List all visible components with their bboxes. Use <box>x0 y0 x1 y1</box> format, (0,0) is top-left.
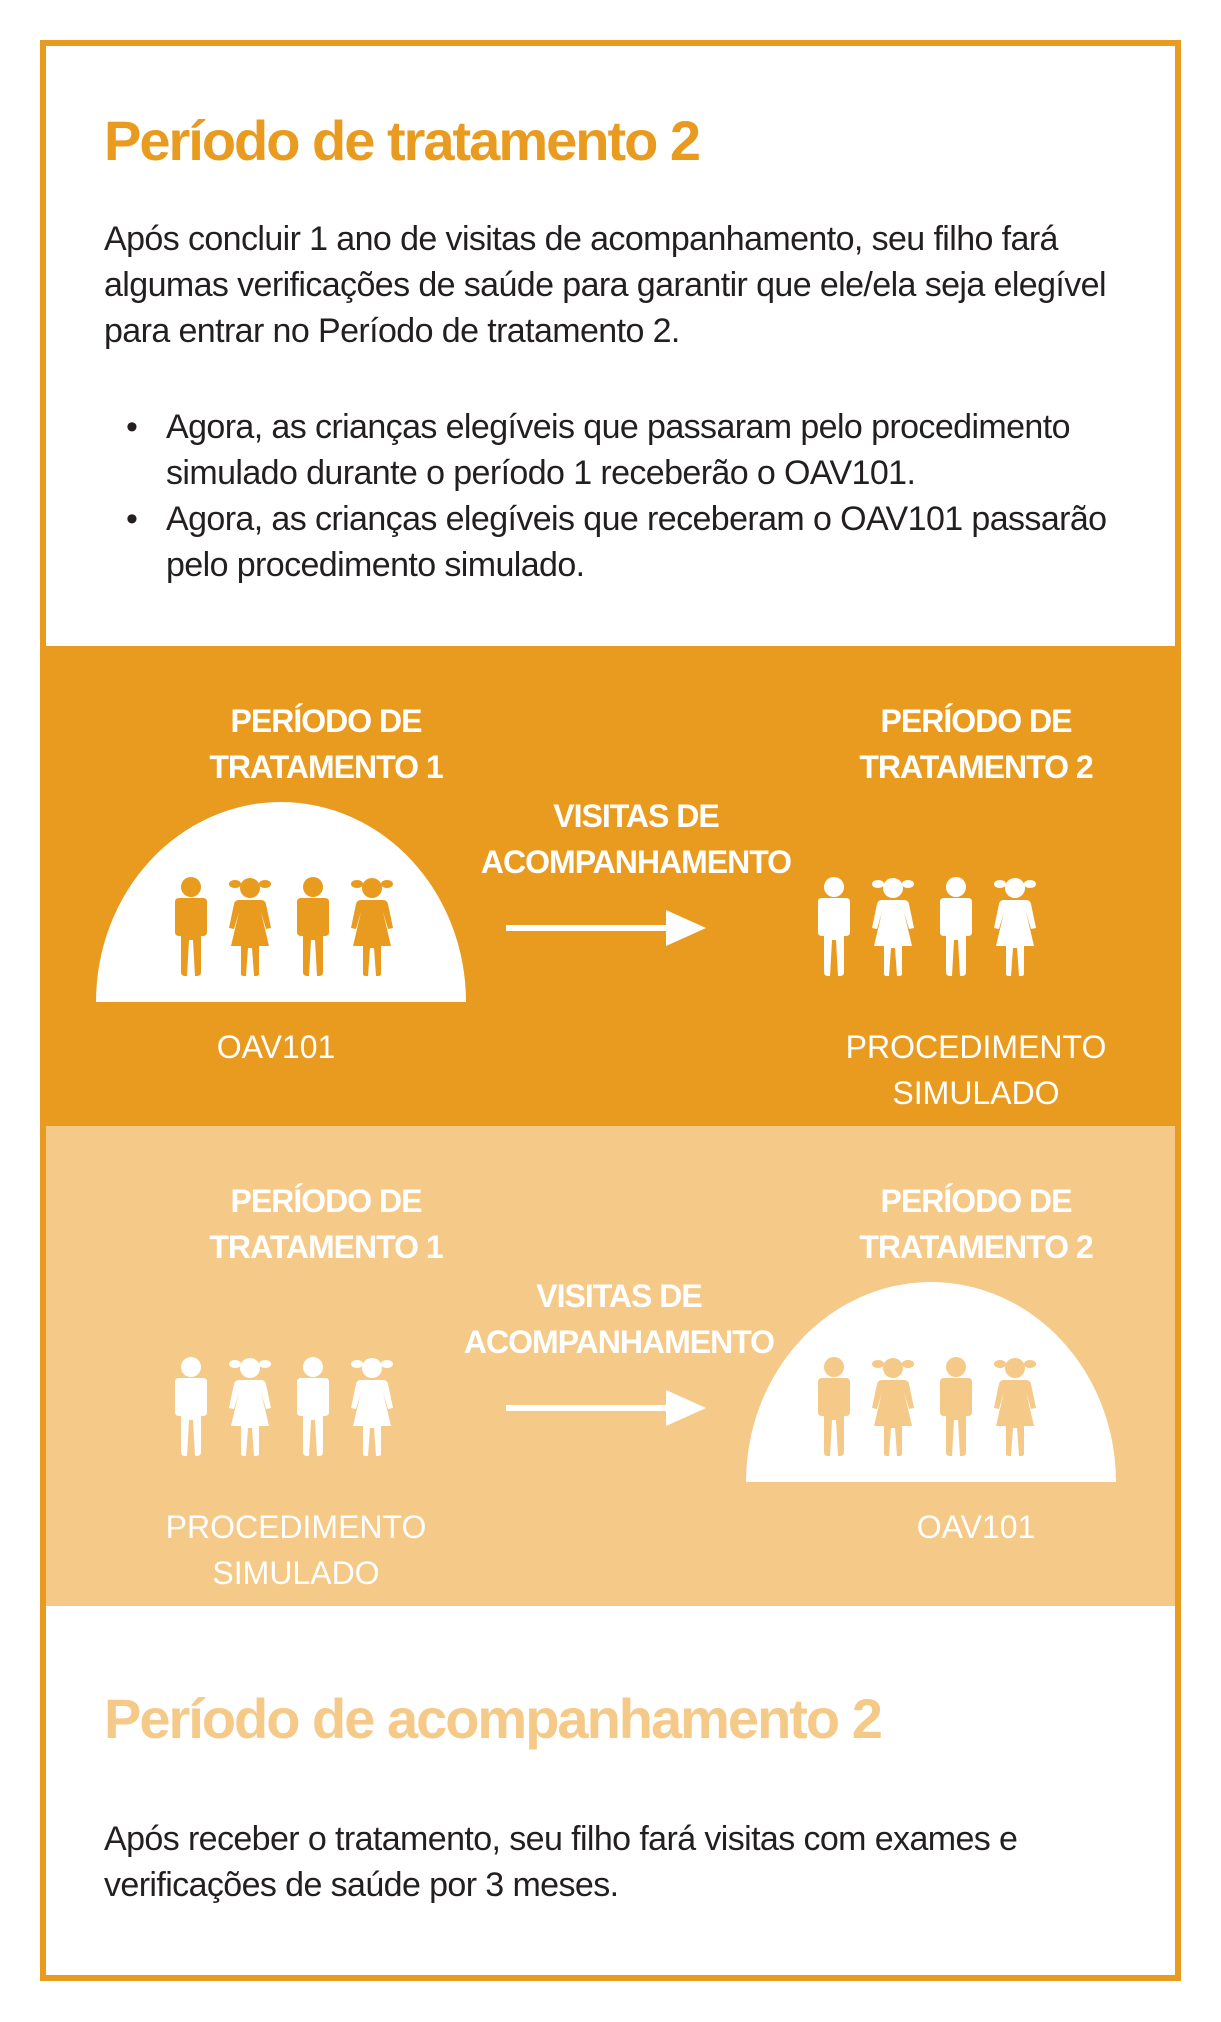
arrow-right-icon <box>506 1388 706 1428</box>
children-icon <box>171 1356 401 1461</box>
follow-up-label: VISITAS DE ACOMPANHAMENTO <box>480 798 792 880</box>
bullet-text: Agora, as crianças elegíveis que receberam o OAV101 passarão pelo procedimento simulado. <box>166 500 1107 584</box>
left-period-heading: PERÍODO DE TRATAMENTO 1 <box>209 1183 443 1265</box>
arrow-right-icon <box>506 908 706 948</box>
children-icon <box>814 876 1044 981</box>
bullet-marker: • <box>126 408 138 446</box>
left-period-heading: PERÍODO DE TRATAMENTO 1 <box>209 703 443 785</box>
bullet-text: Agora, as crianças elegíveis que passaram pelo procedimento simulado durante o período 1 receberão o OAV101. <box>166 408 1070 492</box>
list-item <box>104 404 1144 496</box>
section-title: Período de acompanhamento 2 <box>104 1687 881 1750</box>
intro-paragraph: Após concluir 1 ano de visitas de acompanhamento, seu filho fará algumas verificações de saúde para garantir que ele/ela seja elegível para entrar no Período de tratamento 2. <box>104 220 1106 350</box>
left-caption: OAV101 <box>216 1029 336 1065</box>
follow-up-paragraph: Após receber o tratamento, seu filho fará visitas com exames e verificações de saúde por 3 meses. <box>104 1820 1018 1904</box>
diagram-band-2 <box>46 1126 1175 1606</box>
infographic-frame <box>40 40 1181 1981</box>
diagram-band-1 <box>46 646 1175 1126</box>
bullet-list <box>104 404 1144 588</box>
children-icon <box>171 876 401 981</box>
right-period-heading: PERÍODO DE TRATAMENTO 2 <box>859 703 1093 785</box>
left-caption: PROCEDIMENTO SIMULADO <box>165 1509 427 1591</box>
follow-up-label: VISITAS DE ACOMPANHAMENTO <box>463 1278 775 1360</box>
right-caption: OAV101 <box>916 1509 1036 1545</box>
right-caption: PROCEDIMENTO SIMULADO <box>845 1029 1107 1111</box>
page-title: Período de tratamento 2 <box>104 109 700 172</box>
children-icon <box>814 1356 1044 1461</box>
list-item <box>104 496 1144 588</box>
right-period-heading: PERÍODO DE TRATAMENTO 2 <box>859 1183 1093 1265</box>
bullet-marker: • <box>126 500 138 538</box>
